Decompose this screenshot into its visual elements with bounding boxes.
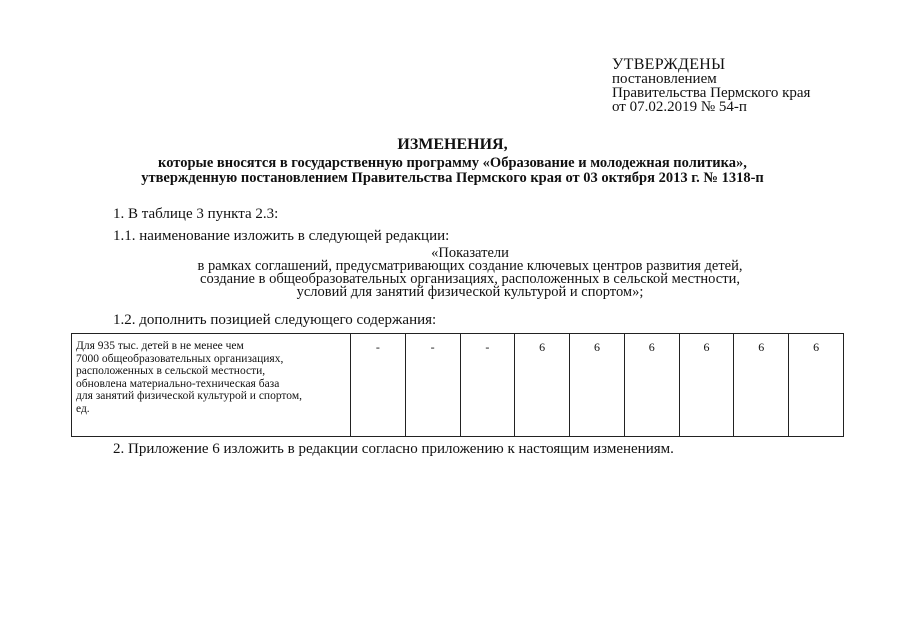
value-cell: -: [405, 334, 460, 437]
approval-line: постановлением: [612, 71, 717, 87]
indicator-description: [72, 334, 351, 437]
description-line: для занятий физической культурой и спортом,: [76, 390, 302, 402]
approval-stamp: [612, 58, 810, 114]
value-cell: 6: [570, 334, 625, 437]
paragraph-1: 1. В таблице 3 пункта 2.3:: [113, 206, 279, 222]
value-cell: -: [460, 334, 515, 437]
document-subtitle: [0, 156, 905, 186]
quote-line: в рамках соглашений, предусматривающих создание ключевых центров развития детей,: [197, 258, 743, 274]
table-row: [72, 334, 844, 437]
document-title: ИЗМЕНЕНИЯ,: [397, 136, 508, 153]
paragraph-1-1: 1.1. наименование изложить в следующей редакции:: [113, 228, 450, 244]
description-line: 7000 общеобразовательных организациях,: [76, 352, 284, 365]
indicator-table: [71, 333, 844, 437]
approval-line: Правительства Пермского края: [612, 85, 811, 101]
description-line: расположенных в сельской местности,: [76, 365, 266, 377]
subtitle-line: которые вносятся в государственную программу «Образование и молодежная политика»,: [158, 155, 747, 171]
value-cell: 6: [789, 334, 844, 437]
quote-line: создание в общеобразовательных организациях, расположенных в сельской местности,: [200, 271, 740, 287]
approval-heading: УТВЕРЖДЕНЫ: [612, 56, 726, 73]
subtitle-line: утвержденную постановлением Правительства Пермского края от 03 октября 2013 г. № 1318-п: [141, 170, 764, 186]
value-cell: 6: [624, 334, 679, 437]
description-line: Для 935 тыс. детей в не менее чем: [76, 340, 244, 352]
paragraph-1-2: 1.2. дополнить позицией следующего содержания:: [113, 312, 437, 328]
value-cell: -: [351, 334, 406, 437]
description-line: ед.: [76, 402, 90, 415]
quote-line: «Показатели: [431, 245, 509, 261]
value-cell: 6: [679, 334, 734, 437]
paragraph-2: 2. Приложение 6 изложить в редакции согласно приложению к настоящим изменениям.: [113, 441, 674, 457]
approval-line: от 07.02.2019 № 54-п: [612, 99, 747, 115]
quoted-heading: [150, 247, 790, 299]
quote-line: условий для занятий физической культурой и спортом»;: [296, 284, 644, 300]
value-cell: 6: [734, 334, 789, 437]
description-line: обновлена материально-техническая база: [76, 377, 280, 390]
value-cell: 6: [515, 334, 570, 437]
